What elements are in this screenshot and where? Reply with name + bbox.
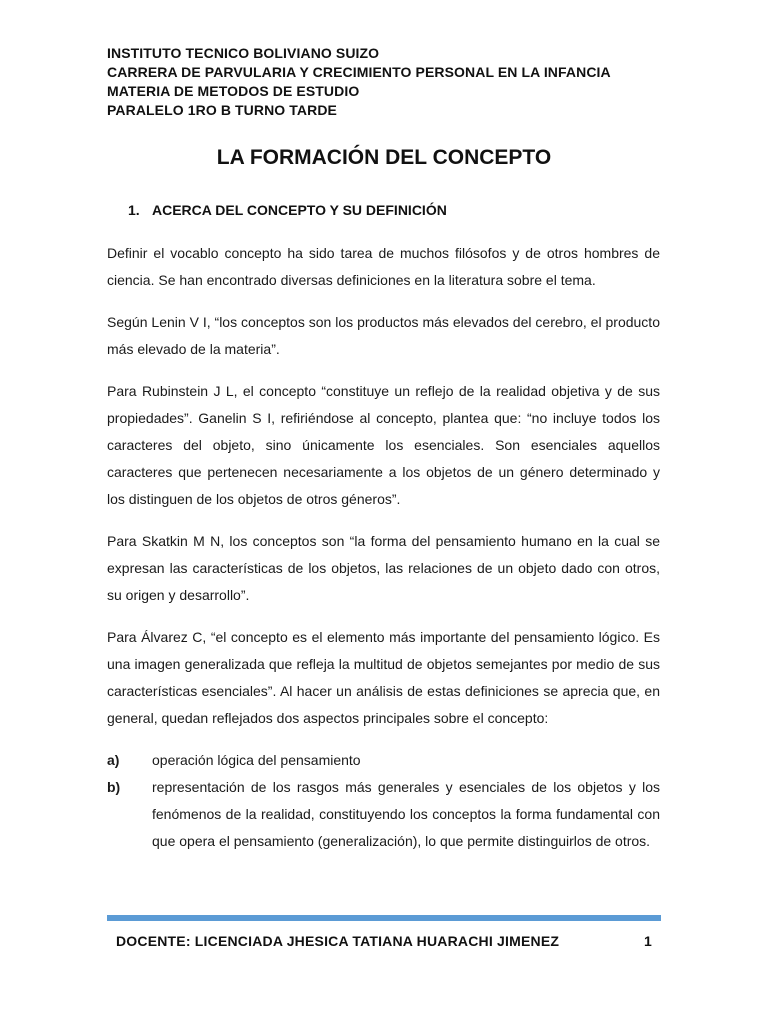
paragraph-lenin: Según Lenin V I, “los conceptos son los productos más elevados del cerebro, el producto más elevado de la materia”. [107,314,660,357]
list-marker: a) [107,752,120,768]
paragraph-skatkin: Para Skatkin M N, los conceptos son “la forma del pensamiento humano en la cual se expresan las características de los objetos, las relaciones de un objeto dado con otros, su origen y desarrollo”. [107,533,660,603]
header-group: PARALELO 1RO B TURNO TARDE [107,102,337,118]
aspects-list [107,747,660,855]
section-number: 1. [128,202,140,218]
list-item-text: operación lógica del pensamiento [152,752,361,768]
footer-docente: DOCENTE: LICENCIADA JHESICA TATIANA HUARACHI JIMENEZ [116,933,560,949]
section-heading [128,201,447,220]
list-item [107,747,660,774]
header-subject: MATERIA DE METODOS DE ESTUDIO [107,83,360,99]
list-marker: b) [107,779,121,795]
document-title: LA FORMACIÓN DEL CONCEPTO [216,146,552,169]
footer-rule [107,915,661,921]
page-number: 1 [644,933,652,949]
paragraph-intro: Definir el vocablo concepto ha sido tarea de muchos filósofos y de otros hombres de ciencia. Se han encontrado diversas definiciones en la literatura sobre el tema. [107,245,660,288]
header-institution: INSTITUTO TECNICO BOLIVIANO SUIZO [107,45,380,61]
paragraph-alvarez: Para Álvarez C, “el concepto es el elemento más importante del pensamiento lógico. Es una imagen generalizada que refleja la multitud de objetos semejantes por medio de sus características esenciales”. Al hacer un análisis de estas definiciones se aprecia que, en general, quedan reflejados dos aspectos principales sobre el concepto: [107,629,660,726]
document-footer [116,932,656,951]
list-item-text: representación de los rasgos más generales y esenciales de los objetos y los fenómenos de la realidad, constituyendo los conceptos la forma fundamental con que opera el pensamiento (generalización), lo que permite distinguirlos de otros. [152,779,660,849]
section-heading-text: ACERCA DEL CONCEPTO Y SU DEFINICIÓN [152,202,447,218]
body-text [107,240,660,855]
document-header [107,44,667,120]
list-item [107,774,660,855]
header-career: CARRERA DE PARVULARIA Y CRECIMIENTO PERSONAL EN LA INFANCIA [107,64,611,80]
paragraph-rubinstein: Para Rubinstein J L, el concepto “constituye un reflejo de la realidad objetiva y de sus propiedades”. Ganelin S I, refiriéndose al concepto, plantea que: “no incluye todos los caracteres del objeto, sino únicamente los esenciales. Son esenciales aquellos caracteres que pertenecen necesariamente a los objetos de un género determinado y los distinguen de los objetos de otros géneros”. [107,383,660,507]
